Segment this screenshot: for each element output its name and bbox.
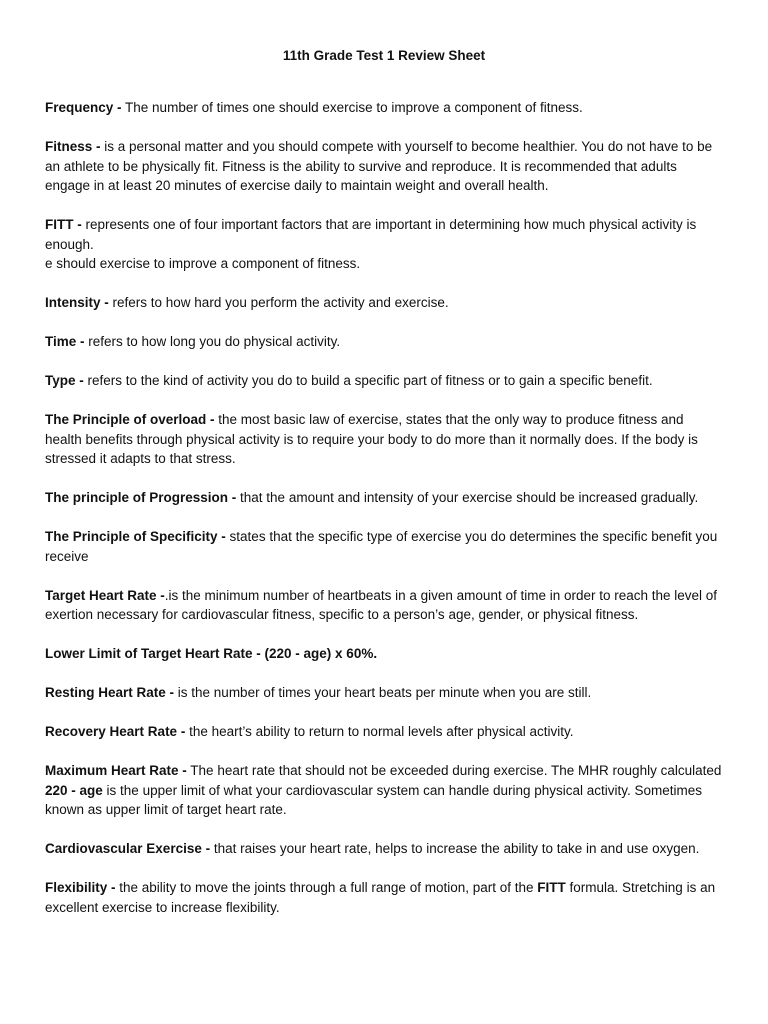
term-definition-emphasis: 220 - age bbox=[45, 782, 103, 798]
entry-lower-limit-target-heart-rate bbox=[45, 644, 723, 664]
entry-cardiovascular-exercise bbox=[45, 839, 723, 859]
term-definition: refers to how hard you perform the activity and exercise. bbox=[108, 295, 449, 310]
term-definition: the most basic law of exercise, states that the only way to produce fitness and health benefits through physical activity is to require your body to do more than it normally does. If the body is stressed it adapts to that stress. bbox=[45, 412, 698, 466]
term-label: The principle of Progression - bbox=[45, 490, 237, 505]
term-label: Maximum Heart Rate - bbox=[45, 763, 187, 778]
term-label: Intensity - bbox=[45, 295, 109, 310]
term-label: Resting Heart Rate - bbox=[45, 685, 175, 700]
term-definition: refers to the kind of activity you do to build a specific part of fitness or to gain a specific benefit. bbox=[87, 373, 653, 388]
term-definition: is a personal matter and you should compete with yourself to become healthier. You do not have to be an athlete to be physically fit. Fitness is the ability to survive and reproduce. It is recommended that adults engage in at least 20 minutes of exercise daily to maintain weight and overall health. bbox=[45, 139, 713, 193]
term-definition: that raises your heart rate, helps to increase the ability to take in and use oxygen. bbox=[210, 841, 700, 856]
term-label: FITT - bbox=[45, 217, 86, 232]
term-definition: is the upper limit of what your cardiovascular system can handle during physical activity. Sometimes known as upper limit of target heart rate. bbox=[45, 782, 703, 817]
entry-fitt bbox=[45, 215, 723, 274]
term-label: Target Heart Rate - bbox=[45, 587, 165, 603]
term-label: Cardiovascular Exercise - bbox=[45, 841, 211, 856]
term-definition: the ability to move the joints through a full range of motion, part of the bbox=[115, 880, 538, 895]
term-definition: the heart’s ability to return to normal levels after physical activity. bbox=[185, 724, 574, 739]
term-definition: states that the specific type of exercise you do determines the specific benefit you receive bbox=[45, 529, 718, 564]
review-entries bbox=[45, 98, 723, 917]
entry-type bbox=[45, 371, 723, 391]
term-definition: that the amount and intensity of your exercise should be increased gradually. bbox=[236, 490, 699, 505]
term-label: The Principle of Specificity - bbox=[45, 529, 226, 544]
term-definition: refers to how long you do physical activity. bbox=[84, 334, 341, 349]
term-definition: .is the minimum number of heartbeats in a given amount of time in order to reach the level of exertion necessary for cardiovascular fitness, specific to a person’s age, gender, or physical fitness. bbox=[45, 587, 718, 622]
entry-principle-of-progression bbox=[45, 488, 723, 508]
term-label: Time - bbox=[45, 334, 85, 349]
entry-frequency bbox=[45, 98, 723, 118]
term-definition: represents one of four important factors that are important in determining how much physical activity is enough. bbox=[45, 217, 697, 252]
entry-resting-heart-rate bbox=[45, 683, 723, 703]
term-label: Fitness - bbox=[45, 139, 101, 154]
term-label: Lower Limit of Target Heart Rate - (220 - age) x 60%. bbox=[45, 646, 378, 661]
term-definition-emphasis: FITT bbox=[537, 880, 566, 895]
entry-target-heart-rate bbox=[45, 586, 723, 625]
term-label: Type - bbox=[45, 373, 88, 388]
entry-time bbox=[45, 332, 723, 352]
entry-principle-of-specificity bbox=[45, 527, 723, 566]
term-definition: is the number of times your heart beats per minute when you are still. bbox=[174, 685, 592, 700]
entry-recovery-heart-rate bbox=[45, 722, 723, 742]
entry-maximum-heart-rate bbox=[45, 761, 723, 820]
term-definition: The number of times one should exercise to improve a component of fitness. bbox=[121, 100, 583, 115]
term-definition-continuation: e should exercise to improve a component of fitness. bbox=[45, 256, 361, 271]
term-definition: The heart rate that should not be exceeded during exercise. The MHR roughly calculated bbox=[186, 763, 722, 778]
entry-flexibility bbox=[45, 878, 723, 917]
entry-fitness bbox=[45, 137, 723, 196]
term-label: Flexibility - bbox=[45, 880, 116, 895]
term-label: Recovery Heart Rate - bbox=[45, 724, 186, 739]
term-definition: formula. Stretching is an excellent exercise to increase flexibility. bbox=[45, 880, 716, 915]
term-label: The Principle of overload - bbox=[45, 412, 215, 427]
term-label: Frequency - bbox=[45, 100, 122, 115]
document-title: 11th Grade Test 1 Review Sheet bbox=[282, 48, 486, 63]
entry-intensity bbox=[45, 293, 723, 313]
entry-principle-of-overload bbox=[45, 410, 723, 469]
